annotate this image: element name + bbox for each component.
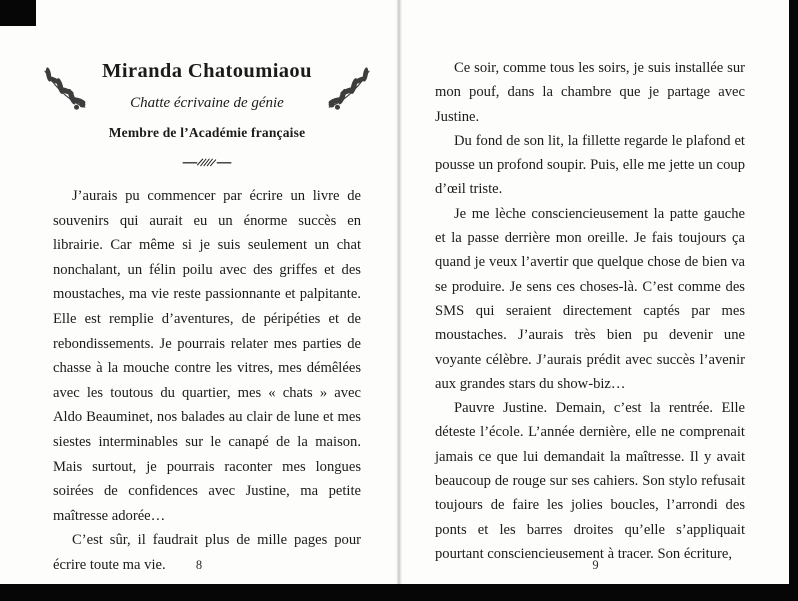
left-page-text <box>53 184 361 578</box>
left-page-content <box>0 0 398 578</box>
paragraph: Pauvre Justine. Demain, c’est la rentrée. Elle déteste l’école. L’année dernière, elle ne comprenait jamais ce que lui demandait la maîtresse. Il y avait beaucoup de rouge sur ses cahiers. Son stylo refusait toujours de faire les jolies boucles, l’arrondi des ponts et les barres droites qu’elle s’appliquait pourtant consciencieusement à tracer. Son écriture, <box>435 400 745 562</box>
divider-ornament-icon <box>53 156 361 169</box>
chapter-header <box>53 60 361 141</box>
page-left <box>0 0 398 584</box>
chapter-subtitle: Chatte écrivaine de génie <box>130 95 284 111</box>
right-page-text <box>435 56 745 566</box>
paragraph: Du fond de son lit, la fillette regarde le plafond et pousse un profond soupir. Puis, elle me jette un coup d’œil triste. <box>435 132 745 198</box>
chapter-affiliation: Membre de l’Académie française <box>108 125 306 140</box>
olive-branch-left-icon <box>37 64 91 112</box>
paragraph: C’est sûr, il faudrait plus de mille pages pour écrire toute ma vie. <box>53 532 361 573</box>
page-number-left: 8 <box>195 558 203 572</box>
paragraph: Je me lèche consciencieusement la patte gauche et la passe derrière mon oreille. Je fais toujours ça quand je veux l’avertir que quelque chose de bien va se produire. Je sens ces choses-là. C’est comme des SMS qui seraient directement captés par mes moustaches. J’aurais très bien pu devenir une voyante célèbre. J’aurais prédit avec succès l’avenir aux grandes stars du show-biz… <box>435 205 745 392</box>
paragraph: Ce soir, comme tous les soirs, je suis installée sur mon pouf, dans la chambre que je partage avec Justine. <box>435 60 745 125</box>
paragraph: J’aurais pu commencer par écrire un livre de souvenirs qui aurait eu un énorme succès en librairie. Car même si je suis seulement un chat nonchalant, un félin poilu avec des griffes et des moustaches, ma vie reste passionnante et palpitante. Elle est remplie d’aventures, de péripéties et de rebondissements. Je pourrais relater mes parties de chasse à la mouche contre les vitres, mes démêlées avec les toutous du quartier, mes « chats » avec Aldo Beauminet, nos balades au clair de lune et mes siestes interminables sur le canapé de la maison. Mais surtout, je pourrais raconter mes longues soirées de confidences avec Justine, ma petite maîtresse adorée… <box>53 188 361 524</box>
page-number-right: 9 <box>592 558 599 572</box>
background-corner <box>0 0 36 26</box>
page-title: Miranda Chatoumiaou <box>102 60 312 82</box>
page-right <box>402 0 789 584</box>
olive-branch-right-icon <box>323 64 377 112</box>
right-page-content <box>402 0 789 566</box>
